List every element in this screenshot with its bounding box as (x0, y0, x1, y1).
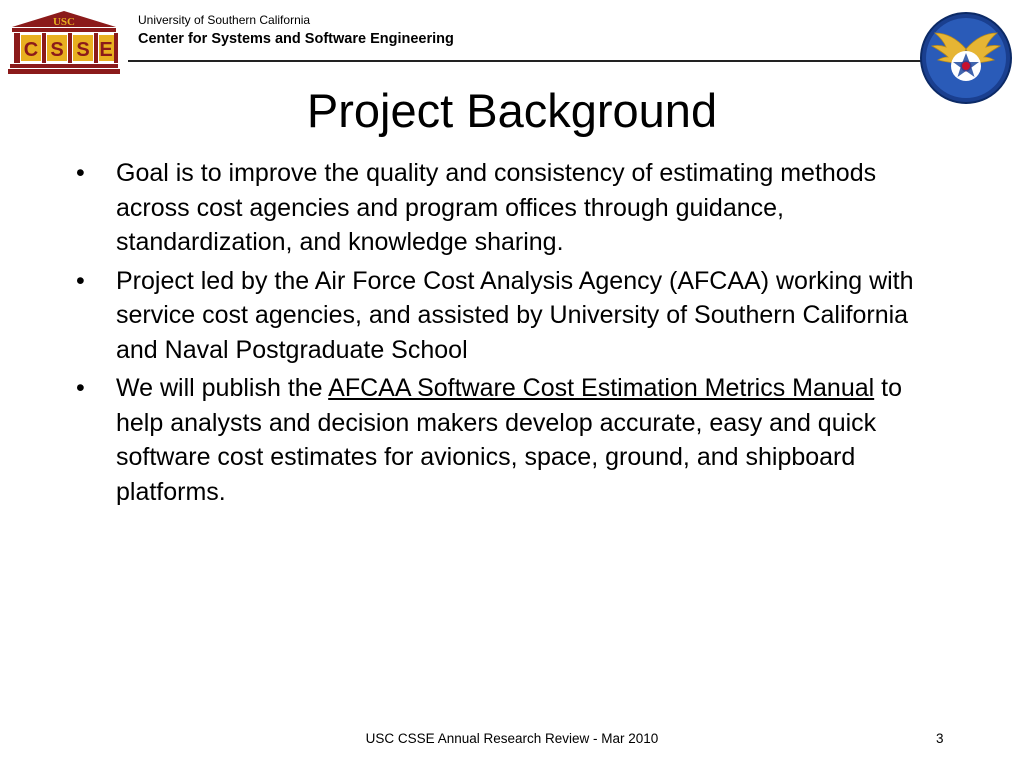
bullet-item (76, 264, 946, 368)
bullet-marker: • (76, 266, 85, 295)
logo-letter: E (99, 39, 113, 61)
logo-column (42, 33, 46, 63)
organization-header (138, 14, 454, 47)
logo-column (14, 33, 20, 63)
logo-column (68, 33, 72, 63)
slide-title: Project Background (306, 84, 718, 137)
usc-csse-logo (8, 9, 120, 75)
logo-beam (12, 28, 116, 32)
bullet-text-before: We will publish the (116, 374, 329, 402)
university-name: University of Southern California (138, 13, 311, 27)
bullet-marker: • (76, 159, 85, 187)
page-number: 3 (936, 731, 944, 746)
bullet-list (76, 156, 946, 513)
bullet-item (76, 156, 946, 260)
bullet-marker: • (76, 374, 85, 402)
bullet-item (76, 371, 946, 509)
badge-center-dot (962, 62, 970, 70)
header-divider (128, 60, 928, 62)
logo-column (114, 33, 118, 63)
bullet-text: Project led by the Air Force Cost Analysis Agency (AFCAA) working with service cost agencies, and assisted by University of Southern California and Naval Postgraduate School (116, 266, 914, 364)
logo-base (10, 64, 118, 68)
footer-text: USC CSSE Annual Research Review - Mar 2010 (365, 731, 659, 746)
logo-letter: S (50, 39, 64, 61)
bullet-text: Goal is to improve the quality and consistency of estimating methods across cost agencies and program offices through guidance, standardization, and knowledge sharing. (116, 159, 877, 256)
logo-letter: S (76, 39, 90, 61)
manual-link[interactable]: AFCAA Software Cost Estimation Metrics Manual (328, 374, 875, 402)
center-name: Center for Systems and Software Engineering (138, 31, 454, 47)
logo-top-text: USC (52, 16, 76, 28)
logo-letter: C (23, 39, 39, 61)
logo-base (8, 69, 120, 74)
bullet-text-after: to help analysts and decision makers develop accurate, easy and quick software cost estimates for avionics, space, ground, and shipboard platforms. (116, 374, 902, 506)
logo-column (94, 33, 98, 63)
